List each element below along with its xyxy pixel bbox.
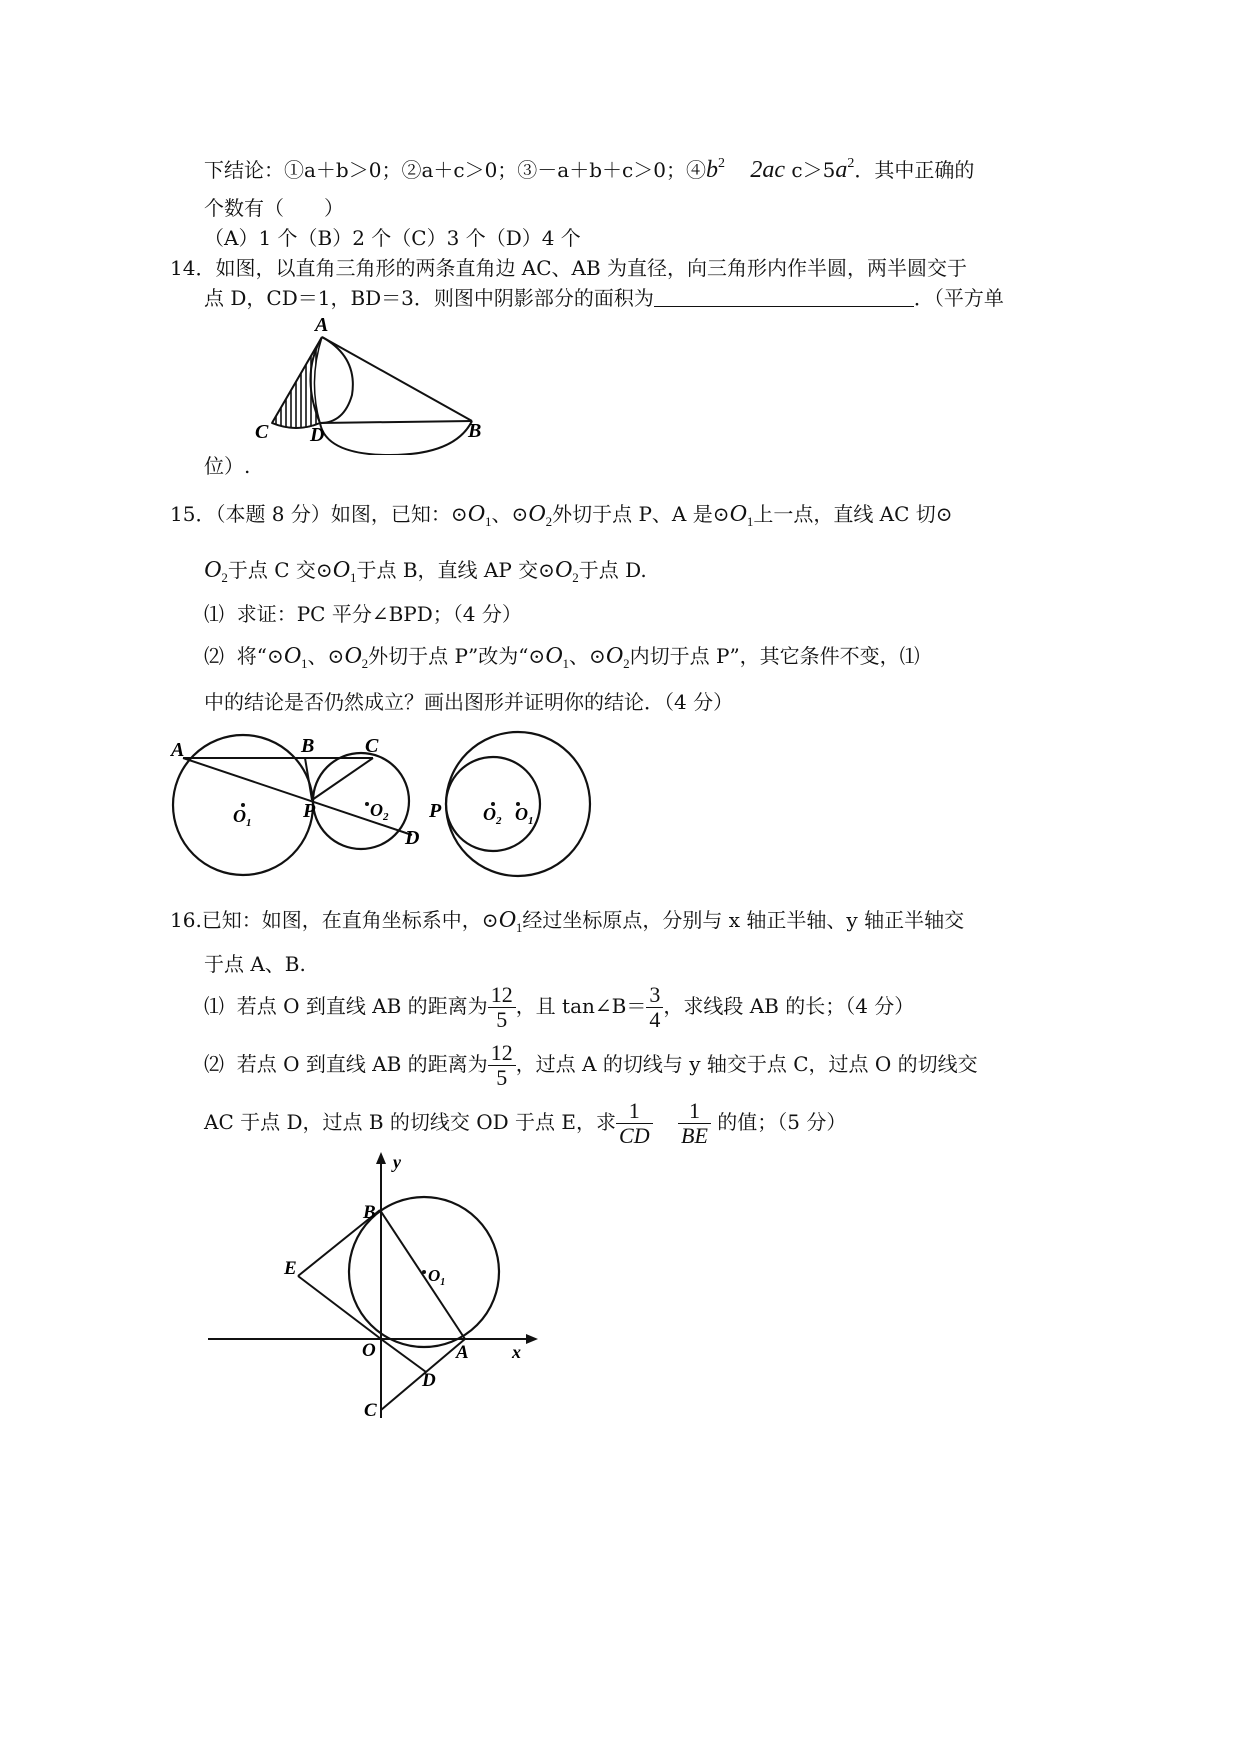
- q14-line2: 点 D，CD＝1，BD＝3．则图中阴影部分的面积为 ．（平方单: [204, 286, 1004, 310]
- q16-part1: ⑴ 若点 O 到直线 AB 的距离为 $\frac{12}{5}$ ，且 tan∠B＝ $\frac{3}{4}$ ，求线段 AB 的长；（4 分）: [204, 982, 915, 1032]
- line-ad: [183, 758, 412, 835]
- segment-ab: [322, 337, 472, 421]
- label-y: y: [393, 1152, 401, 1172]
- line-bp: [305, 758, 312, 800]
- line-pc: [312, 758, 373, 800]
- segment-db: [320, 421, 472, 423]
- q15-part1: ⑴ 求证：PC 平分∠BPD；（4 分）: [204, 602, 522, 626]
- q13-options: （A）1 个（B）2 个（C）3 个（D）4 个: [204, 226, 581, 250]
- label-o2: $O_2$: [370, 800, 389, 823]
- q15-figure-internal: [425, 725, 605, 885]
- q15-line2: $O_2$于点 C 交$⊙O_1$于点 B，直线 AP 交$⊙O_2$于点 D.: [204, 557, 647, 585]
- q15-figure-external: [165, 725, 435, 885]
- label-o1: $O_1$: [428, 1266, 446, 1288]
- label-d: D: [310, 424, 325, 446]
- fraction-1-cd: $\frac{1}{CD}$: [616, 1099, 653, 1148]
- segment-ab: [380, 1210, 465, 1339]
- label-d: D: [405, 827, 420, 849]
- q14-line1: 14．如图，以直角三角形的两条直角边 AC、AB 为直径，向三角形内作半圆，两半圆交于: [170, 256, 968, 280]
- label-o1: $O_1$: [233, 806, 252, 829]
- segment-eo: [298, 1276, 381, 1339]
- label-b: B: [363, 1202, 376, 1223]
- label-a: A: [171, 739, 185, 761]
- label-a: A: [456, 1342, 469, 1363]
- fraction-12-5: $\frac{12}{5}$: [488, 1041, 516, 1090]
- q15-line1: 15．（本题 8 分）如图，已知：$⊙O_1$、$⊙O_2$外切于点 P、A 是$⊙O_1$上一点，直线 AC 切⊙: [170, 501, 953, 529]
- label-e: E: [284, 1258, 297, 1279]
- semicircle-ac: [320, 337, 353, 423]
- q13-line1: 下结论：①a＋b＞0；②a＋c＞0；③－a＋b＋c＞0；$④b^2$ 2ac $c>5a^2$．其中正确的: [204, 156, 975, 183]
- label-o: O: [362, 1340, 376, 1361]
- label-c: C: [364, 1400, 377, 1421]
- x-axis-arrow: [526, 1334, 538, 1344]
- q16-part2: ⑵ 若点 O 到直线 AB 的距离为 $\frac{12}{5}$ ，过点 A 的切线与 y 轴交于点 C，过点 O 的切线交: [204, 1040, 978, 1090]
- answer-blank: [654, 286, 914, 307]
- q14-figure: [240, 305, 510, 455]
- label-o1: $O_1$: [515, 804, 534, 827]
- fraction-3-4: $\frac{3}{4}$: [646, 983, 663, 1032]
- semicircle-ab: [320, 421, 472, 455]
- q16-line2: 于点 A、B.: [204, 952, 306, 976]
- fraction-1-be: $\frac{1}{BE}$: [678, 1099, 711, 1148]
- label-b: B: [468, 420, 482, 442]
- label-o2: $O_2$: [483, 804, 502, 827]
- q16-line1: 16.已知：如图，在直角坐标系中，$⊙O_1$经过坐标原点，分别与 x 轴正半轴、y 轴正半轴交: [170, 907, 965, 935]
- q16-part3: AC 于点 D，过点 B 的切线交 OD 于点 E，求 $\frac{1}{CD}$ $\frac{1}{BE}$ 的值；（5 分）: [204, 1098, 847, 1148]
- label-p: P: [429, 800, 442, 822]
- q15-part2b: 中的结论是否仍然成立？画出图形并证明你的结论．（4 分）: [204, 690, 734, 714]
- label-d: D: [422, 1370, 436, 1391]
- label-c: C: [255, 421, 269, 443]
- q13-line2: 个数有（ ）: [204, 196, 344, 220]
- fraction-12-5: $\frac{12}{5}$: [488, 983, 516, 1032]
- q14-line3: 位）.: [204, 454, 251, 478]
- center-o1: [422, 1270, 426, 1274]
- center-o2: [365, 802, 369, 806]
- label-a: A: [315, 314, 329, 336]
- y-axis-arrow: [376, 1152, 386, 1164]
- label-x: x: [512, 1342, 521, 1362]
- q16-figure: [200, 1148, 540, 1423]
- label-b: B: [301, 735, 315, 757]
- q15-part2: ⑵ 将“$⊙O_1$、$⊙O_2$外切于点 P”改为“$⊙O_1$、$⊙O_2$内切于点 P”，其它条件不变，⑴: [204, 643, 920, 671]
- label-c: C: [365, 735, 379, 757]
- label-p: P: [303, 800, 316, 822]
